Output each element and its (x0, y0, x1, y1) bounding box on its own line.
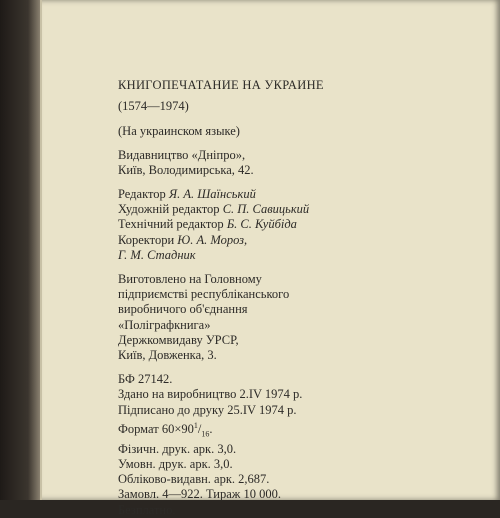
format-slash: / (197, 422, 202, 437)
spec-code: БФ 27142. (118, 372, 173, 387)
format-suffix: . (209, 422, 213, 437)
printer-line-4: «Поліграфкнига» (118, 317, 211, 332)
proofreader-1: Ю. А. Мороз, (177, 232, 248, 247)
spec-publishing-sheets: Обліково-видавн. арк. 2,687. (118, 472, 270, 487)
binding-shadow (0, 0, 40, 500)
spec-format (118, 418, 448, 442)
book-dates: (1574—1974) (118, 99, 189, 114)
format-sup: 1 (193, 420, 198, 430)
art-editor-name: С. П. Савицький (222, 202, 310, 217)
format-sub: 16 (201, 429, 210, 439)
art-editor-label: Художній редактор (118, 202, 220, 217)
printer-line-5: Держкомвидаву УРСР, (118, 332, 239, 347)
editor-label: Редактор (118, 187, 166, 202)
proofreaders-line (118, 233, 448, 248)
spec-order-print-run: Замовл. 4—922. Тираж 10 000. (118, 487, 282, 502)
spec-submitted: Здано на виробництво 2.IV 1974 р. (118, 387, 303, 402)
printer-line-2: підприємстві республіканського (118, 287, 290, 302)
language-note: (На украинском языке) (118, 124, 240, 139)
page-edge (40, 0, 42, 500)
tech-editor-name: Б. С. Куйбіда (226, 217, 297, 232)
printer-line-3: виробничого об'єднання (118, 302, 248, 317)
editor-name: Я. А. Шаїнський (168, 187, 256, 202)
colophon-text (118, 78, 448, 518)
publisher-line-2: Київ, Володимирська, 42. (118, 162, 254, 177)
art-editor-line (118, 202, 448, 217)
spec-signed: Підписано до друку 25.IV 1974 р. (118, 402, 297, 417)
spec-price: Безплатно. (118, 502, 176, 517)
spec-physical-sheets: Фізичн. друк. арк. 3,0. (118, 441, 237, 456)
editor-line (118, 187, 448, 202)
publisher-line-1: Видавництво «Дніпро», (118, 147, 246, 162)
tech-editor-line (118, 217, 448, 232)
proofreader-2: Г. М. Стадник (118, 247, 196, 262)
format-prefix: Формат 60×90 (118, 422, 194, 437)
printer-line-1: Виготовлено на Головному (118, 272, 262, 287)
spec-conditional-sheets: Умовн. друк. арк. 3,0. (118, 456, 233, 471)
tech-editor-label: Технічний редактор (118, 217, 224, 232)
printer-line-6: Київ, Довженка, 3. (118, 348, 217, 363)
book-title: КНИГОПЕЧАТАНИЕ НА УКРАИНЕ (118, 78, 324, 92)
proofreaders-label: Коректори (118, 232, 175, 247)
